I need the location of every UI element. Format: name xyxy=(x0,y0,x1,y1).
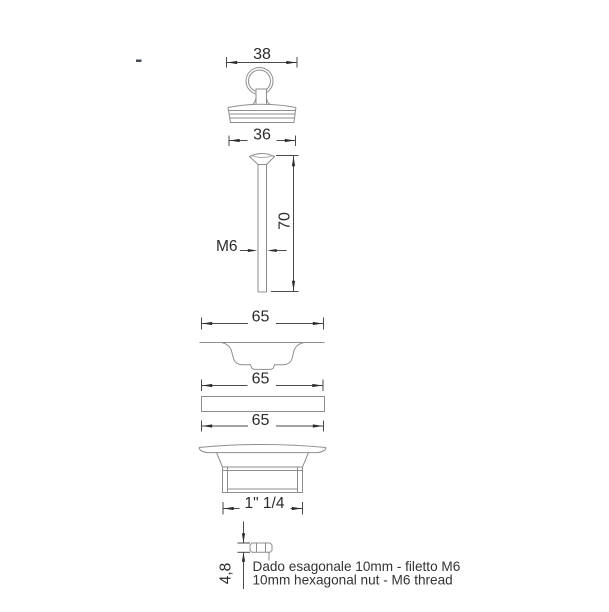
dim-rod-length xyxy=(271,156,299,292)
dim-label-body-thread: 1" 1/4 xyxy=(244,495,285,512)
dim-label-nut-height: 4,8 xyxy=(217,562,235,585)
dim-label-flange: 65 xyxy=(251,308,270,326)
threaded-body-drawing xyxy=(199,445,326,493)
plug-drawing xyxy=(228,68,296,123)
dim-label-plug-bottom: 36 xyxy=(253,126,271,144)
dim-washer xyxy=(202,371,324,392)
dim-label-washer: 65 xyxy=(251,370,270,388)
dim-label-body-flange: 65 xyxy=(251,412,270,429)
note-line-italian: Dado esagonale 10mm - filetto M6 xyxy=(252,559,461,574)
dim-body-flange xyxy=(202,412,324,432)
hex-nut-drawing xyxy=(250,543,272,561)
flange-drawing xyxy=(200,343,325,370)
stray-mark xyxy=(136,60,142,63)
dim-label-rod-thread: M6 xyxy=(216,238,238,255)
dim-flange xyxy=(202,309,324,330)
dim-label-plug-top: 38 xyxy=(253,46,271,63)
dim-body-thread xyxy=(223,495,303,515)
dim-plug-top xyxy=(227,46,298,68)
nut-note xyxy=(253,559,461,588)
dim-label-rod-length: 70 xyxy=(276,212,294,230)
screw-drawing xyxy=(250,154,275,293)
note-line-english: 10mm hexagonal nut - M6 thread xyxy=(252,572,453,588)
washer-drawing xyxy=(202,397,325,412)
dim-nut-height xyxy=(218,522,251,590)
dim-rod-thread xyxy=(216,238,287,255)
dim-plug-bottom xyxy=(229,127,296,147)
